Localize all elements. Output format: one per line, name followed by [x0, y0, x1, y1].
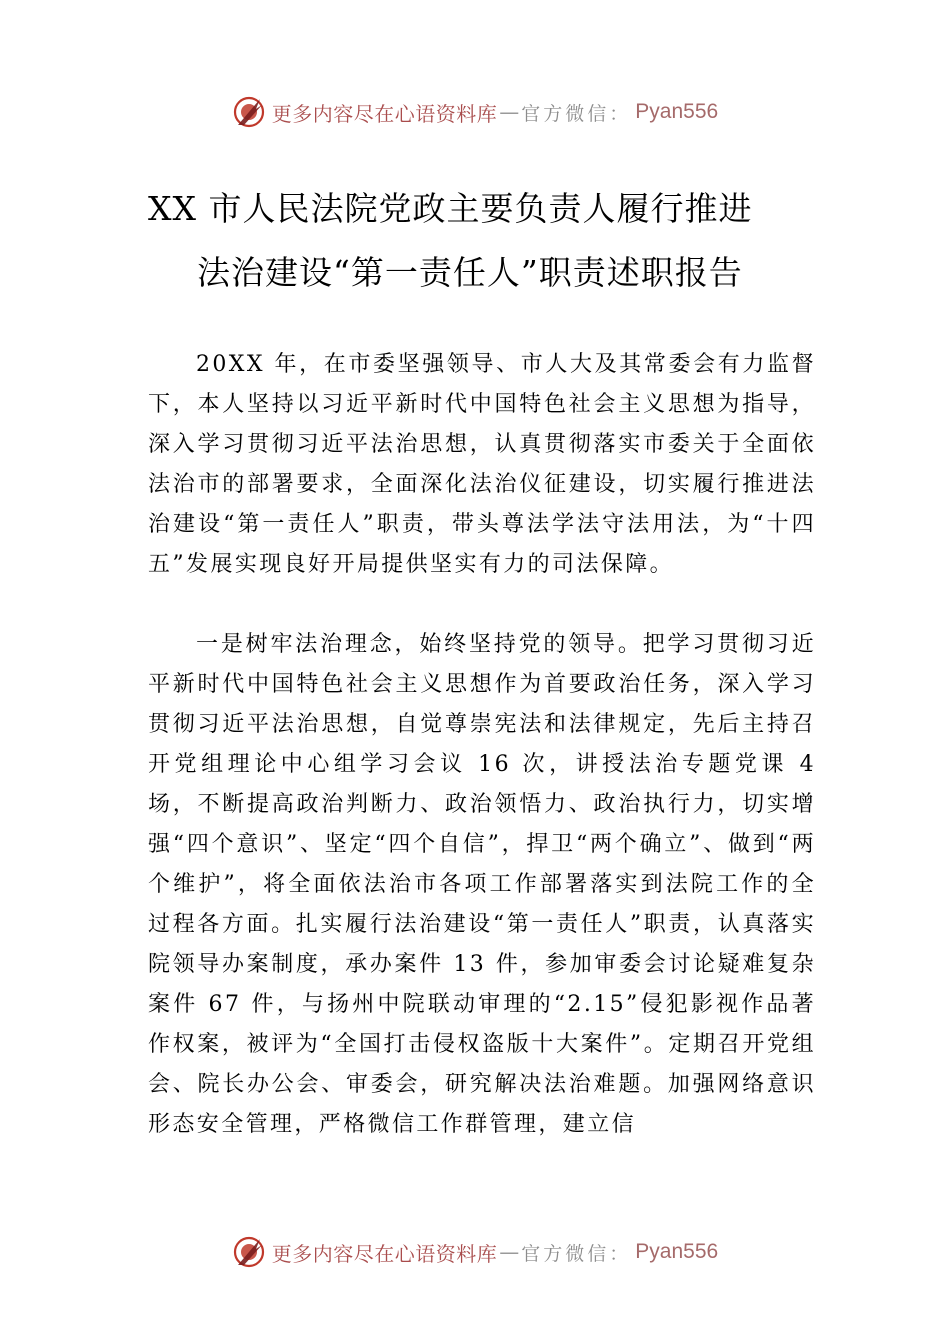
- quill-pen-logo-icon: [232, 1235, 266, 1269]
- body-paragraph-1: 20XX 年，在市委坚强领导、市人大及其常委会有力监督下，本人坚持以习近平新时代中国特色社会主义思想为指导，深入学习贯彻习近平法治思想，认真贯彻落实市委关于全面依法治市的部署要求，全面深化法治仪征建设，切实履行推进法治建设“第一责任人”职责，带头尊法学法守法用法，为“十四五”发展实现良好开局提供坚实有力的司法保障。: [148, 352, 816, 577]
- watermark-main-text: 更多内容尽在心语资料库: [271, 1241, 498, 1266]
- header-watermark: [0, 92, 950, 132]
- footer-watermark: [0, 1232, 950, 1272]
- watermark-dash: —: [499, 1240, 520, 1264]
- document-title-line-1: XX 市人民法院党政主要负责人履行推进: [148, 189, 753, 228]
- watermark-main-text: 更多内容尽在心语资料库: [271, 101, 498, 126]
- quill-pen-logo-icon: [232, 95, 266, 129]
- watermark-label: 官方微信：: [521, 102, 632, 125]
- watermark-wechat-id: Pyan556: [635, 100, 719, 123]
- watermark-wechat-id: Pyan556: [635, 1240, 719, 1263]
- body-paragraph-2: 一是树牢法治理念，始终坚持党的领导。把学习贯彻习近平新时代中国特色社会主义思想作为首要政治任务，深入学习贯彻习近平法治思想，自觉尊崇宪法和法律规定，先后主持召开党组理论中心组学习会议 16 次，讲授法治专题党课 4 场，不断提高政治判断力、政治领悟力、政治执行力，切实增强“四个意识”、坚定“四个自信”，捍卫“两个确立”、做到“两个维护”，将全面依法治市各项工作部署落实到法院工作的全过程各方面。扎实履行法治建设“第一责任人”职责，认真落实院领导办案制度，承办案件 13 件，参加审委会讨论疑难复杂案件 67 件，与扬州中院联动审理的“2.15”侵犯影视作品著作权案，被评为“全国打击侵权盗版十大案件”。定期召开党组会、院长办公会、审委会，研究解决法治难题。加强网络意识形态安全管理，严格微信工作群管理，建立信: [148, 632, 816, 1137]
- watermark-label: 官方微信：: [521, 1242, 632, 1265]
- watermark-dash: —: [499, 100, 520, 124]
- document-title-line-2: 法治建设“第一责任人”职责述职报告: [197, 253, 743, 292]
